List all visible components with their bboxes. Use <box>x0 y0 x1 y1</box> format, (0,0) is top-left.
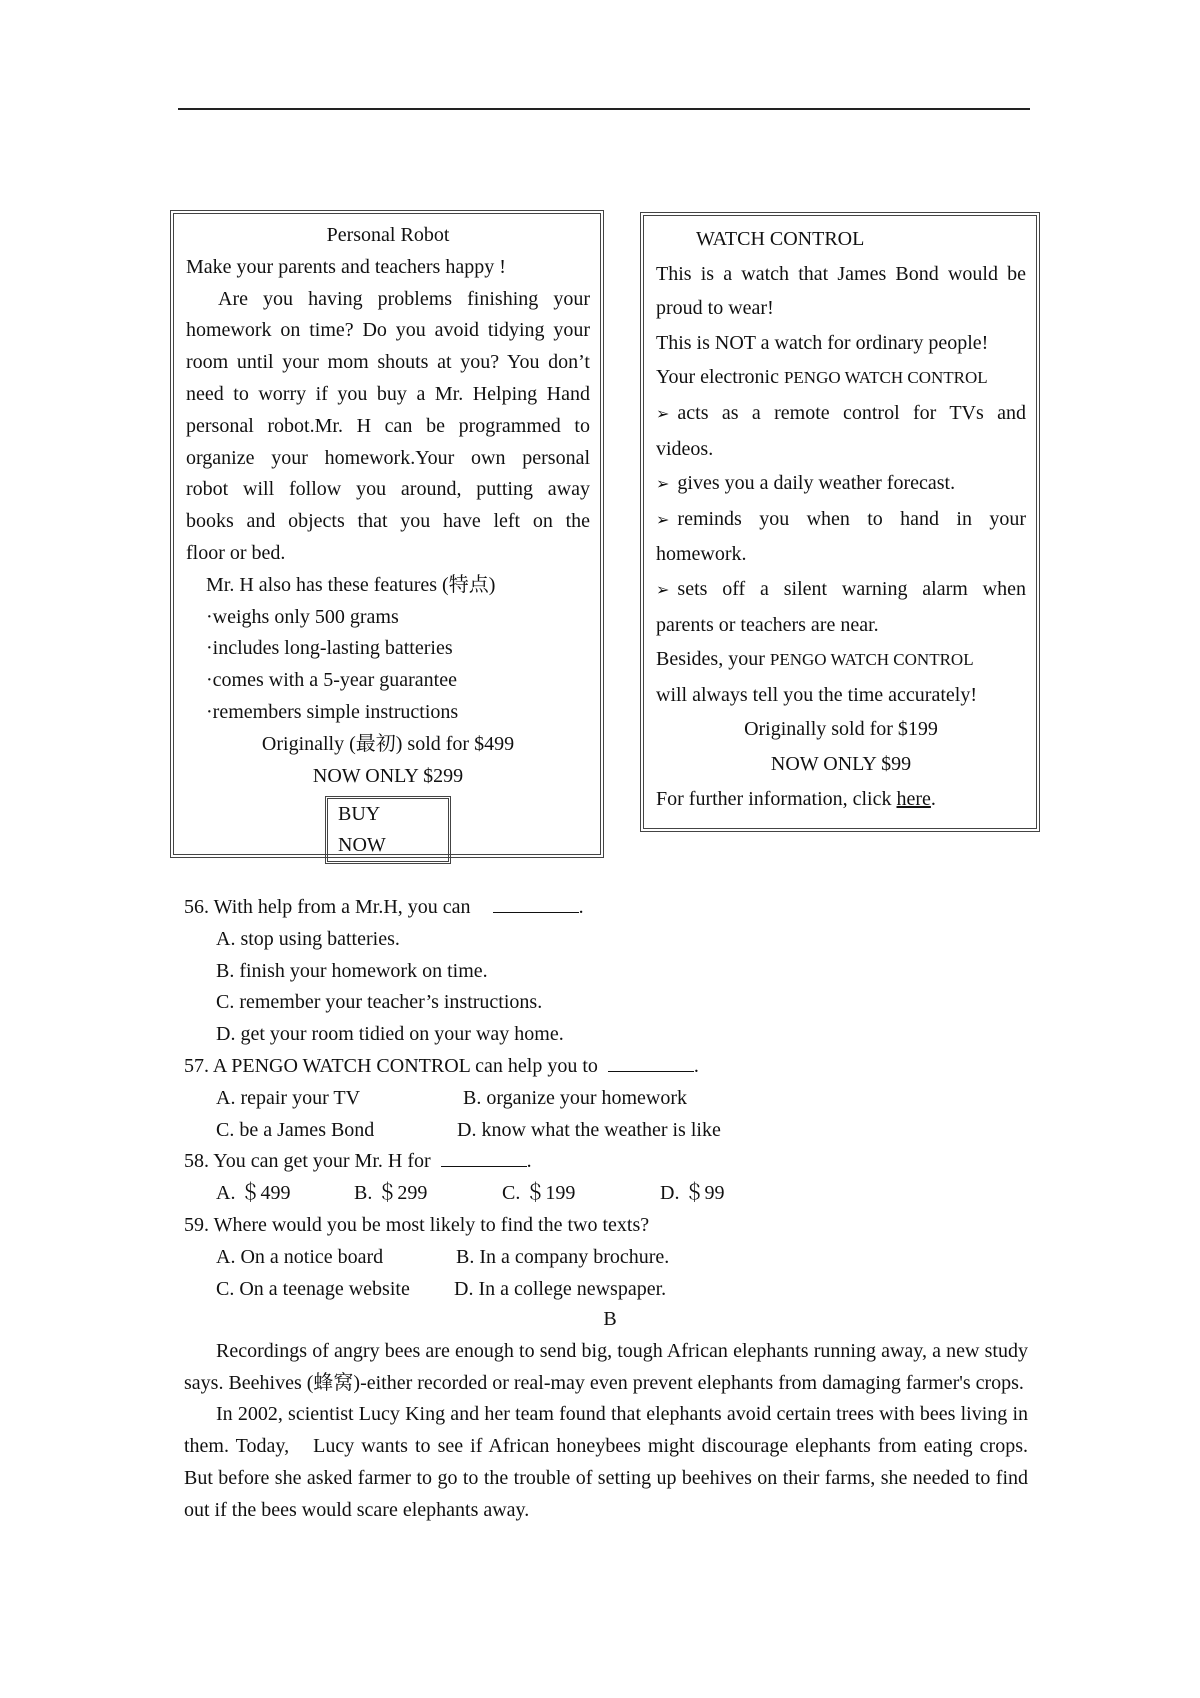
robot-body-line: floor or bed. <box>186 541 286 564</box>
robot-body-line: Are you having problems finishing your <box>218 287 590 310</box>
robot-feature-item: ·remembers simple instructions <box>206 700 459 723</box>
option-row <box>184 1274 1034 1306</box>
header-rule <box>178 108 1030 110</box>
option: B. In a company brochure. <box>456 1245 670 1268</box>
personal-robot-ad <box>170 210 604 858</box>
question-text: 58. You can get your Mr. H for <box>184 1150 431 1173</box>
watch-bullet-cont: homework. <box>656 543 747 566</box>
watch-title: WATCH CONTROL <box>696 228 865 250</box>
watch-info-prefix: For further information, click <box>656 787 897 810</box>
watch-info-suffix: . <box>930 787 936 810</box>
answer-blank <box>441 1148 527 1167</box>
here-link[interactable]: here <box>896 787 931 810</box>
option: D. know what the weather is like <box>457 1118 721 1141</box>
robot-subtitle: Make your parents and teachers happy ! <box>186 255 506 278</box>
option-row <box>184 1178 1034 1210</box>
question-period: . <box>526 1150 532 1173</box>
buy-now-label-1: BUY <box>338 803 381 826</box>
passage-b <box>184 1304 1028 1527</box>
watch-bullet-cont: parents or teachers are near. <box>656 613 879 636</box>
option: C. On a teenage website <box>216 1277 410 1300</box>
option-row <box>184 1083 1034 1115</box>
answer-blank <box>608 1053 694 1072</box>
watch-line <box>656 642 1026 678</box>
question-text: 56. With help from a Mr.H, you can <box>184 896 471 918</box>
question-57 <box>184 1051 1034 1083</box>
passage-heading: B <box>603 1308 617 1330</box>
watch-line: This is NOT a watch for ordinary people! <box>656 331 989 354</box>
robot-body-line: personal robot.Mr. H can be programmed to <box>186 414 590 437</box>
question-text: 57. A PENGO WATCH CONTROL can help you to <box>184 1054 598 1077</box>
watch-bullet: ➢ sets off a silent warning alarm when <box>656 572 1026 608</box>
robot-feature-item: ·includes long-lasting batteries <box>206 637 453 660</box>
robot-feature-item: ·comes with a 5-year guarantee <box>206 669 457 692</box>
robot-body-line: need to worry if you buy a Mr. Helping Hand <box>186 382 590 405</box>
option: C. ＄199 <box>502 1182 576 1205</box>
watch-brand: PENGO WATCH CONTROL <box>783 368 988 388</box>
option: C. be a James Bond <box>216 1118 375 1141</box>
questions-section <box>184 892 1034 1305</box>
option: A. ＄499 <box>216 1182 291 1205</box>
watch-line: will always tell you the time accurately! <box>656 683 977 706</box>
buy-now-label-2: NOW <box>338 834 386 857</box>
watch-bullet: ➢ acts as a remote control for TVs and <box>656 396 1026 432</box>
watch-bullet: ➢ reminds you when to hand in your <box>656 502 1026 538</box>
option: C. remember your teacher’s instructions. <box>216 991 543 1014</box>
watch-line: This is a watch that James Bond would be <box>656 262 1026 285</box>
option: D. ＄99 <box>660 1182 725 1205</box>
watch-line-prefix: Your electronic <box>656 366 784 389</box>
robot-original-price: Originally (最初) sold for $499 <box>261 732 515 755</box>
robot-body-line: books and objects that you have left on the <box>186 510 590 533</box>
watch-now-price: NOW ONLY $99 <box>770 752 912 775</box>
option-row <box>184 1115 1034 1147</box>
robot-body-line: homework on time? Do you avoid tidying your <box>186 319 590 342</box>
option: D. In a college newspaper. <box>454 1277 667 1300</box>
robot-body-line: organize your homework.Your own personal <box>186 446 590 469</box>
option: D. get your room tidied on your way home. <box>216 1023 564 1046</box>
question-period: . <box>693 1054 699 1077</box>
watch-line <box>656 360 1026 396</box>
passage-paragraph: In 2002, scientist Lucy King and her team found that elephants avoid certain trees with bees living in them. Today, Lucy wants to see if African honeybees might discourage elephants from eating crops. But before she asked farmer to go to the trouble of setting up beehives on their farms, she needed to find out if the bees would scare elephants away. <box>184 1403 1028 1521</box>
passage-paragraph: Recordings of angry bees are enough to send big, tough African elephants running away, a new study says. Beehives (蜂窝)-either recorded or real-may even prevent elephants from damaging farmer's crops. <box>184 1339 1028 1394</box>
option: B. finish your homework on time. <box>216 959 488 982</box>
question-58 <box>184 1146 1034 1178</box>
answer-blank <box>493 894 579 913</box>
option: A. repair your TV <box>216 1086 361 1109</box>
watch-line: proud to wear! <box>656 297 774 320</box>
watch-info-line <box>656 782 1026 817</box>
watch-control-ad <box>640 212 1040 832</box>
robot-features-intro: Mr. H also has these features (特点) <box>206 573 496 596</box>
watch-bullet: ➢ gives you a daily weather forecast. <box>656 466 1026 502</box>
robot-feature-item: ·weighs only 500 grams <box>206 605 399 628</box>
option: B. organize your homework <box>463 1086 688 1109</box>
option-row <box>184 1242 1034 1274</box>
option: A. On a notice board <box>216 1245 384 1268</box>
buy-now-button[interactable] <box>325 796 451 864</box>
watch-bullet-cont: videos. <box>656 437 714 460</box>
option: A. stop using batteries. <box>216 927 400 950</box>
robot-body-line: robot will follow you around, putting away <box>186 478 590 501</box>
watch-brand: PENGO WATCH CONTROL <box>769 650 974 670</box>
watch-besides-prefix: Besides, your <box>656 648 770 671</box>
option: B. ＄299 <box>354 1182 428 1205</box>
question-period: . <box>578 896 584 918</box>
watch-original-price: Originally sold for $199 <box>744 718 938 741</box>
question-59: 59. Where would you be most likely to find the two texts? <box>184 1213 650 1236</box>
robot-now-price: NOW ONLY $299 <box>312 764 464 787</box>
robot-title: Personal Robot <box>326 224 450 246</box>
question-56 <box>184 892 1034 924</box>
robot-body-line: room until your mom shouts at you? You don’t <box>186 351 590 374</box>
